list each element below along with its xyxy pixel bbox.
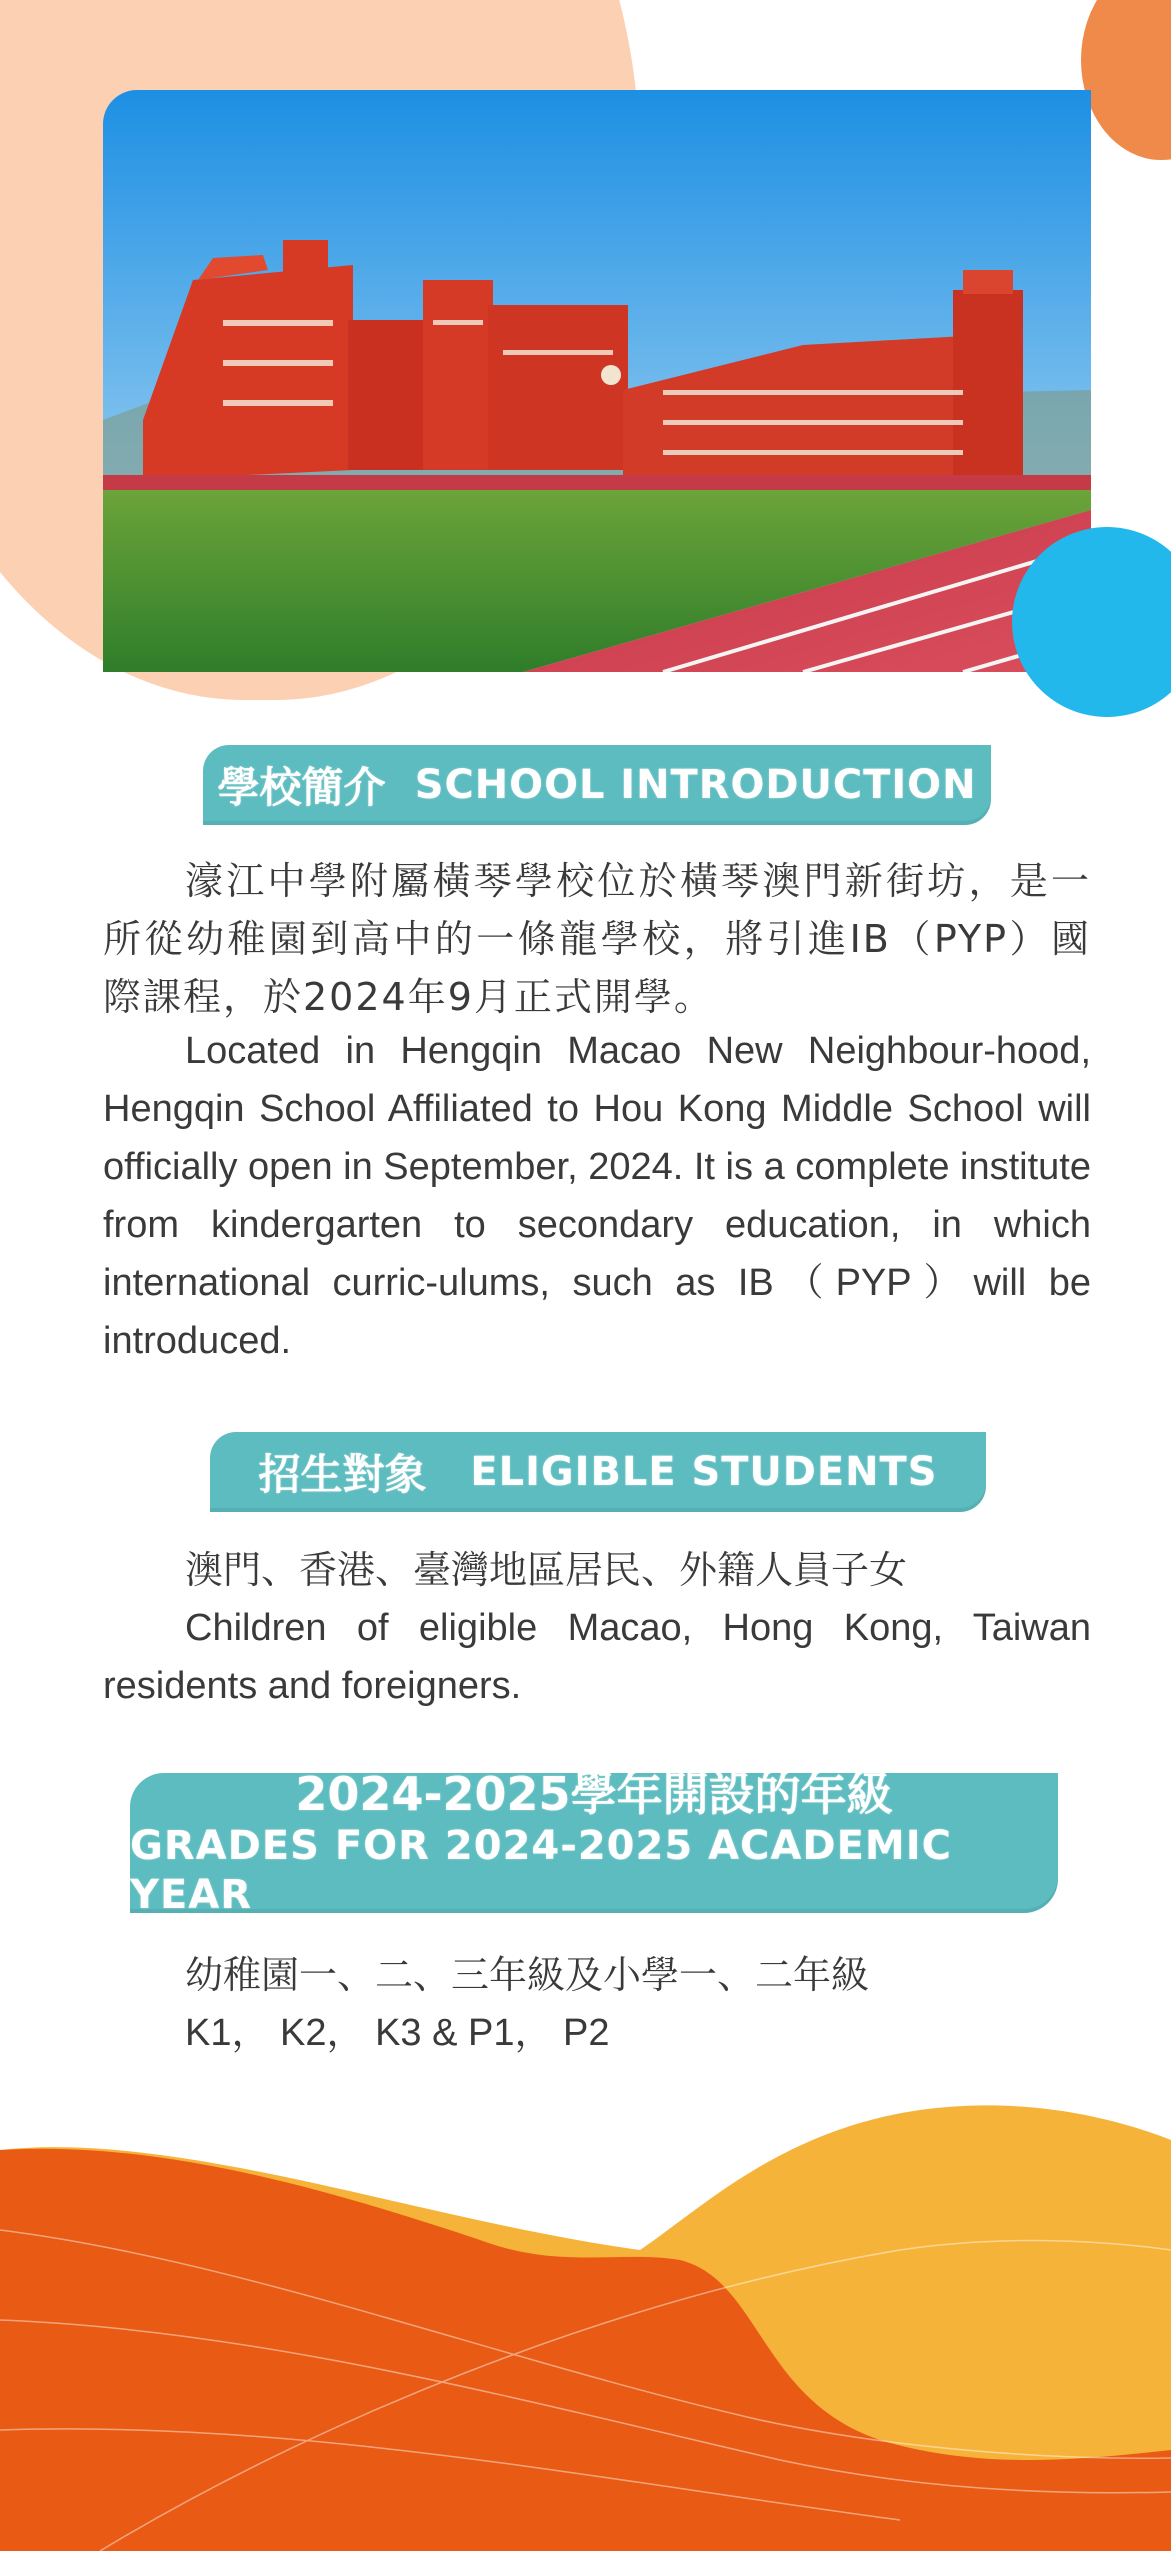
school-introduction-heading xyxy=(203,745,991,825)
footer-wave-decoration xyxy=(0,2100,1171,2551)
school-building-photo xyxy=(103,90,1091,672)
heading-en: SCHOOL INTRODUCTION xyxy=(414,762,977,808)
grades-heading xyxy=(130,1767,1058,1919)
heading-zh: 2024-2025學年開設的年級 xyxy=(295,1767,893,1822)
heading-zh: 學校簡介 xyxy=(217,763,386,812)
heading-en: GRADES FOR 2024-2025 ACADEMIC YEAR xyxy=(130,1823,952,1919)
eligible-text-zh: 澳門、香港、臺灣地區居民、外籍人員子女 xyxy=(185,1548,908,1592)
heading-en: ELIGIBLE STUDENTS xyxy=(470,1449,938,1495)
eligible-text-en: Children of eligible Macao, Hong Kong, Taiwan residents and foreigners. xyxy=(103,1607,1091,1707)
eligible-students-heading xyxy=(210,1432,986,1512)
grades-text-zh: 幼稚園一、二、三年級及小學一、二年級 xyxy=(185,1953,870,1997)
heading-zh: 招生對象 xyxy=(258,1450,427,1499)
intro-text-zh: 濠江中學附屬橫琴學校位於橫琴澳門新街坊，是一所從幼稚園到高中的一條龍學校，將引進IB（PYP）國際課程，於2024年9月正式開學。 xyxy=(103,859,1091,1019)
intro-text-en: Located in Hengqin Macao New Neighbour-hood, Hengqin School Affiliated to Hou Kong Middle School will officially open in September, 2024. It is a complete institute from kindergarten to secondary education, in which international curric-ulums, such as IB（PYP）will be introduced. xyxy=(103,1030,1091,1362)
grades-text-en: K1， K2， K3 & P1， P2 xyxy=(185,2012,610,2054)
orange-corner-shape xyxy=(1081,0,1171,160)
